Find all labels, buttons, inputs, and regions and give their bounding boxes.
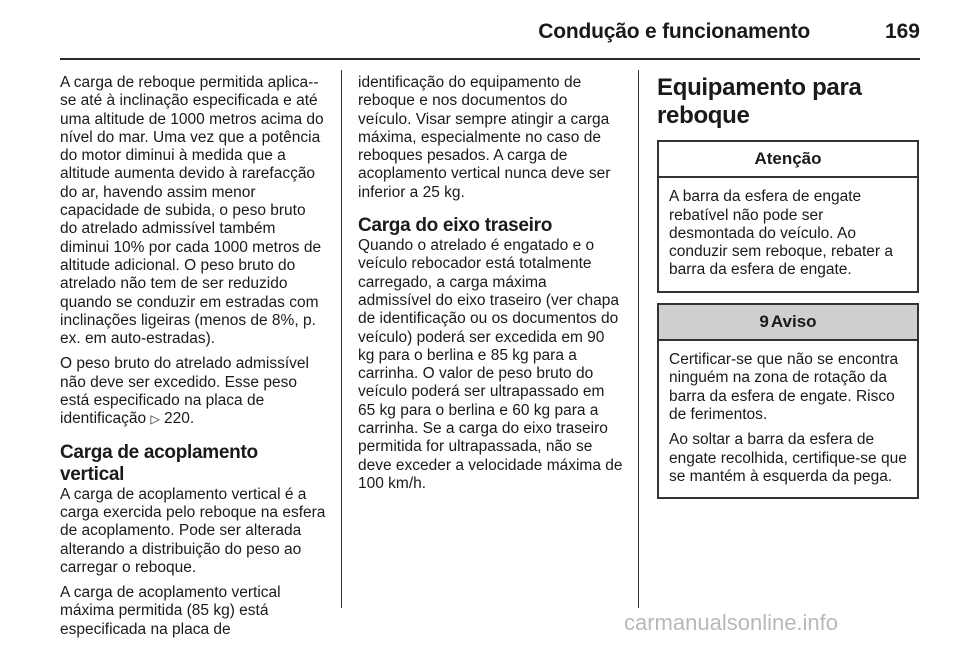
paragraph: A carga de acoplamento vertical máxima permitida (85 kg) está especificada na placa de — [60, 584, 281, 638]
warning-text: Ao soltar a barra da esfera de engate recolhida, certifique-se que se mantém à esquerda da pega. — [669, 431, 907, 485]
paragraph: A carga de acoplamento vertical é a carga exercida pelo reboque na esfera de acoplamento. Pode ser alterada alterando a distribuição do peso ao carregar o reboque. — [60, 485, 326, 576]
warning-title: Aviso — [770, 311, 817, 331]
attention-text: A barra da esfera de engate rebatível não pode ser desmontada do veículo. Ao conduzir sem reboque, rebater a barra da esfera de engate. — [669, 188, 894, 279]
page-number: 169 — [884, 20, 920, 43]
attention-body — [659, 178, 917, 290]
warning-icon: 9 — [759, 311, 769, 331]
paragraph-text: O peso bruto do atrelado admissível não deve ser excedido. Esse peso está especificado na placa de identificação — [60, 355, 309, 428]
attention-title: Atenção — [659, 142, 917, 178]
warning-body — [659, 341, 917, 497]
attention-box — [657, 140, 919, 293]
warning-header — [659, 305, 917, 341]
page-ref-icon: ▷ — [150, 412, 160, 427]
header-divider — [60, 58, 920, 60]
warning-text: Certificar-se que não se encontra ninguém na zona de rotação da barra da esfera de engate. Risco de ferimentos. — [669, 351, 899, 423]
paragraph — [60, 355, 326, 428]
column-divider-2 — [638, 70, 639, 608]
paragraph: A carga de reboque permitida aplica--se até à inclinação especificada e até uma altitude de 1000 metros acima do nível do mar. Uma vez que a potência do motor diminui à medida que a altitude aumenta devido à rarefacção do ar, havendo assim menor capacidade de subida, o peso bruto do atrelado admissível também diminui 10% por cada 1000 metros de altitude adicional. O peso bruto do atrelado não tem de ser reduzido quando se conduzir em estradas com inclinações ligeiras (menos de 8%, p. ex. em auto-estradas). — [60, 74, 324, 348]
page-ref-link[interactable]: 220. — [164, 410, 195, 428]
watermark: carmanualsonline.info — [624, 610, 839, 635]
column-2 — [358, 74, 624, 500]
section-heading: Carga de acoplamento vertical — [60, 441, 258, 485]
main-heading: Equipamento para reboque — [657, 74, 862, 129]
column-1 — [60, 74, 326, 646]
section-heading: Carga do eixo traseiro — [358, 215, 553, 237]
column-3 — [657, 74, 919, 499]
paragraph: Quando o atrelado é engatado e o veículo rebocador está totalmente carregado, a carga máxima admissível do eixo traseiro (ver chapa de identificação ou os documentos do veículo) poderá ser excedida em 90 kg para o berlina e 85 kg para a carrinha. O valor de peso bruto do veículo poderá ser ultrapassado em 65 kg para o berlina e 60 kg para a carrinha. Se a carga do eixo traseiro permitida for ultrapassada, não se deve exceder a velocidade máxima de 100 km/h. — [358, 237, 623, 492]
paragraph: identificação do equipamento de reboque e nos documentos do veículo. Visar sempre atingir a carga máxima, especialmente no caso de reboques pesados. A carga de acoplamento vertical nunca deve ser inferior a 25 kg. — [358, 74, 611, 201]
chapter-title: Condução e funcionamento — [538, 20, 810, 43]
column-divider-1 — [341, 70, 342, 608]
warning-box — [657, 303, 919, 499]
